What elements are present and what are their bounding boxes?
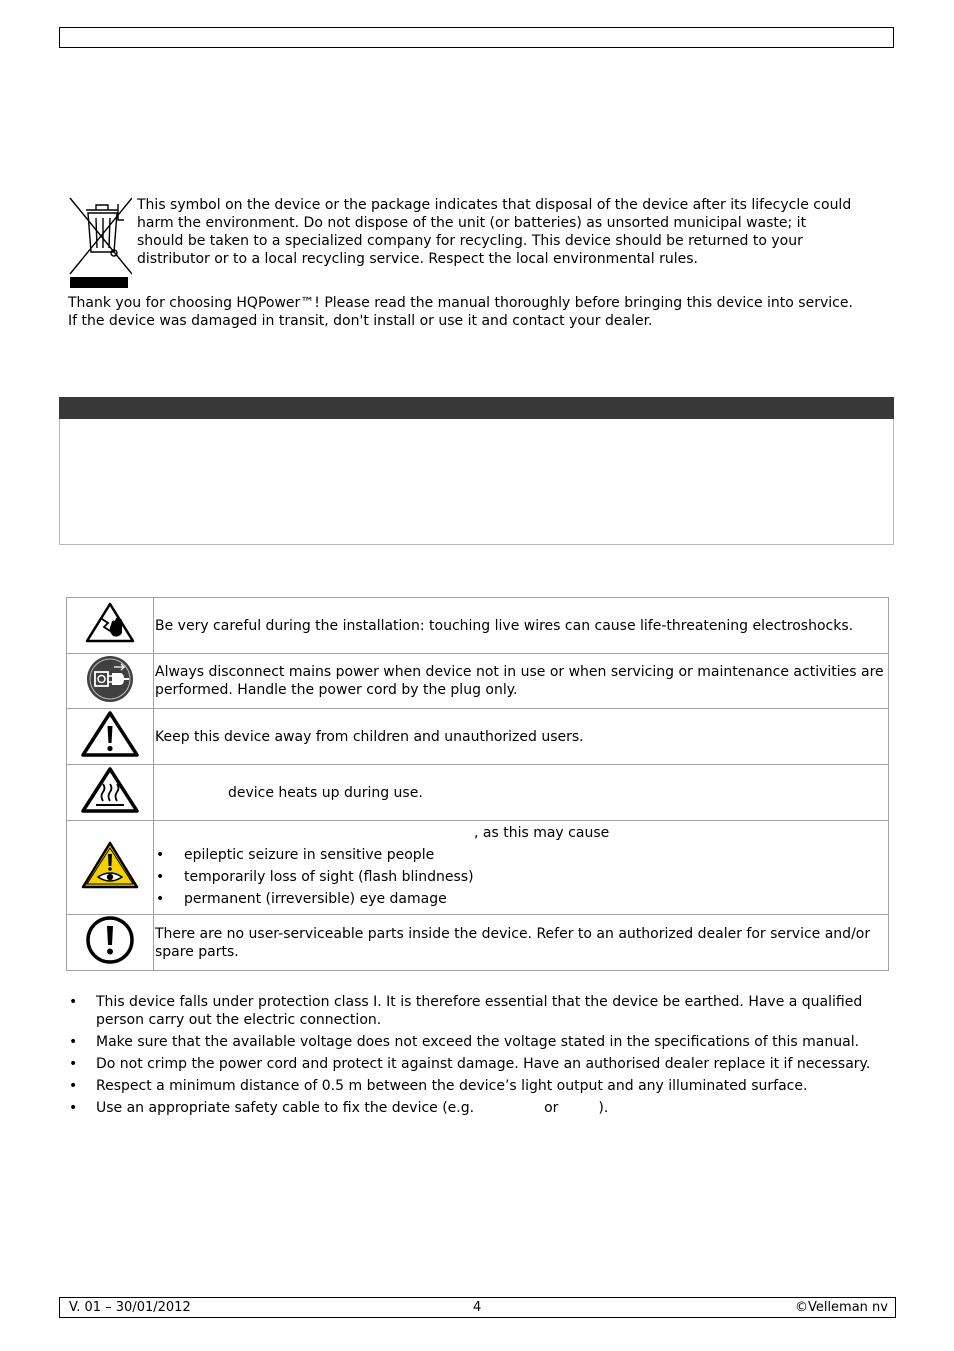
- table-row: [67, 821, 889, 915]
- mandatory-action-icon: [85, 953, 135, 969]
- disconnect-plug-icon: [86, 691, 134, 707]
- table-cell-text: Be very careful during the installation: touching live wires can cause life-threatening electroshocks.: [154, 598, 889, 654]
- list-item: [68, 1099, 888, 1117]
- list-item: • Respect a minimum distance of 0.5 m between the device’s light output and any illuminated surface.: [68, 1077, 888, 1095]
- table-row: [67, 598, 889, 654]
- page-footer: [59, 1297, 896, 1318]
- footer-version: V. 01 – 30/01/2012: [69, 1300, 191, 1315]
- page-header-box: [59, 27, 894, 48]
- table-row: [67, 654, 889, 709]
- list-item: • permanent (irreversible) eye damage: [155, 890, 884, 908]
- electroshock-warning-icon: [84, 633, 136, 649]
- table-row: [67, 709, 889, 765]
- table-cell-text: Keep this device away from children and unauthorized users.: [154, 709, 889, 765]
- weee-disposal-notice: This symbol on the device or the package indicates that disposal of the device after its lifecycle could harm the environment. Do not dispose of the unit (or batteries) as unsorted municipal waste; it should be taken to a specialized company for recycling. This device should be returned to your distributor or to a local recycling service. Respect the local environmental rules.: [137, 197, 852, 267]
- list-item: • Do not crimp the power cord and protect it against damage. Have an authorised dealer replace it if necessary.: [68, 1055, 888, 1073]
- table-cell-text: , as this may cause: [474, 825, 610, 841]
- hot-surface-icon: [80, 802, 140, 818]
- safety-guidelines-list: [68, 993, 888, 1121]
- crossed-out-bin-icon: [68, 196, 132, 290]
- list-item: • Make sure that the available voltage does not exceed the voltage stated in the specifications of this manual.: [68, 1033, 888, 1051]
- safety-cable-prefix: Use an appropriate safety cable to fix the device (e.g.: [96, 1100, 475, 1116]
- list-item: • epileptic seizure in sensitive people: [155, 846, 884, 864]
- table-cell-text: Always disconnect mains power when device not in use or when servicing or maintenance activities are performed. Handle the power cord by the plug only.: [154, 654, 889, 709]
- footer-copyright: ©Velleman nv: [794, 1300, 888, 1315]
- section-content-box: [59, 419, 894, 545]
- eye-hazard-icon: [81, 878, 139, 894]
- general-warning-icon: [80, 746, 140, 762]
- footer-page-number: 4: [473, 1300, 482, 1315]
- safety-instructions-table: [66, 597, 889, 971]
- table-cell-text: There are no user-serviceable parts inside the device. Refer to an authorized dealer for service and/or spare parts.: [154, 915, 889, 971]
- safety-cable-middle: or: [544, 1100, 559, 1116]
- safety-cable-suffix: ).: [598, 1100, 609, 1116]
- table-cell-text: device heats up during use.: [228, 784, 423, 801]
- list-item: • This device falls under protection class I. It is therefore essential that the device be earthed. Have a qualified person carry out the electric connection.: [68, 993, 888, 1029]
- table-row: [67, 765, 889, 821]
- list-item: • temporarily loss of sight (flash blindness): [155, 868, 884, 886]
- hazard-list: [155, 846, 884, 908]
- section-header-bar: [59, 397, 894, 419]
- table-row: [67, 915, 889, 971]
- intro-paragraph: Thank you for choosing HQPower™! Please read the manual thoroughly before bringing this device into service. If the device was damaged in transit, don't install or use it and contact your dealer.: [68, 295, 853, 329]
